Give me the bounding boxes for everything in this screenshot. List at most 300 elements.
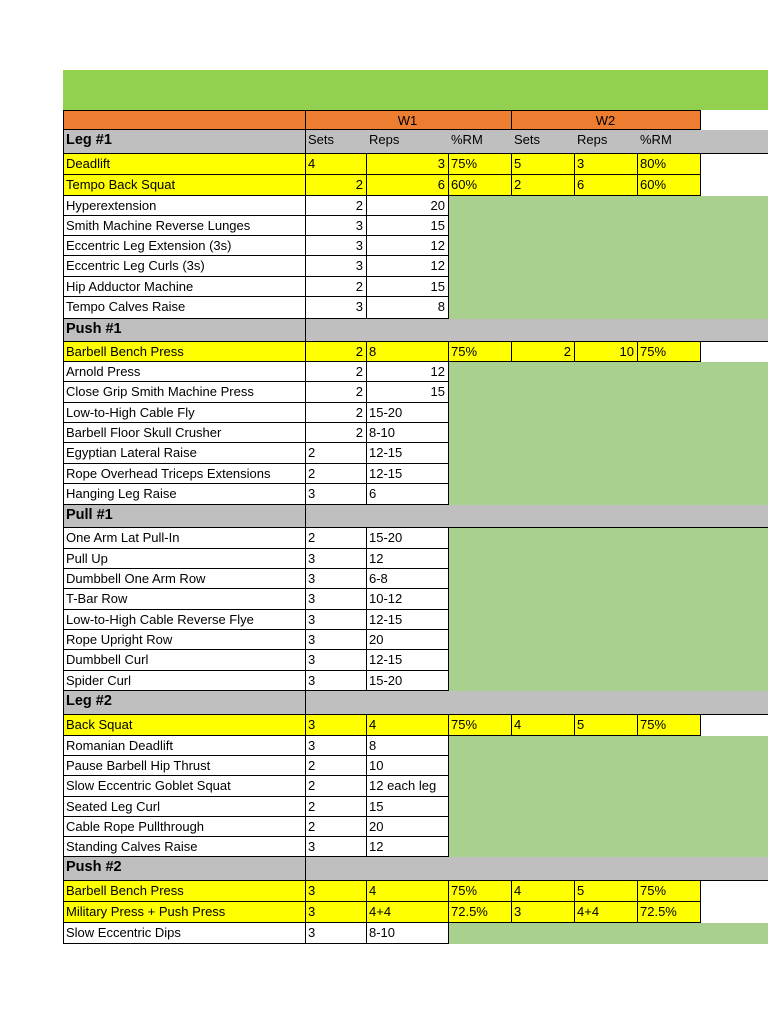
grid-line [305, 130, 306, 154]
grid-line [63, 610, 64, 630]
week-2-header: W2 [595, 113, 616, 128]
grid-line [63, 691, 64, 715]
grid-line [448, 216, 449, 236]
exercise-name: Deadlift [66, 156, 111, 171]
grid-line [63, 589, 64, 610]
grid-line [448, 443, 449, 464]
grid-line [366, 423, 367, 443]
exercise-name: Seated Leg Curl [66, 799, 160, 814]
sets-value: 2 [355, 405, 363, 420]
rm-value: 75% [640, 344, 667, 359]
sets-value: 5 [514, 156, 522, 171]
grid-line [305, 236, 306, 256]
exercise-name: Hip Adductor Machine [66, 279, 194, 294]
grid-line [63, 943, 448, 944]
grid-line [511, 881, 512, 902]
exercise-name: Rope Overhead Triceps Extensions [66, 466, 271, 481]
grid-line [448, 902, 449, 923]
grid-line [366, 817, 367, 837]
grid-line [448, 484, 449, 505]
reps-value: 15-20 [369, 405, 403, 420]
reps-value: 15-20 [369, 530, 403, 545]
shaded-area [448, 569, 768, 589]
grid-line [305, 691, 306, 715]
grid-line [63, 256, 64, 277]
grid-line [366, 443, 367, 464]
grid-line [511, 154, 512, 175]
grid-line [448, 297, 449, 319]
sets-value: 3 [308, 738, 316, 753]
grid-line [366, 837, 367, 857]
rm-value: 75% [640, 883, 667, 898]
grid-line [63, 549, 64, 569]
reps-value: 8 [369, 738, 377, 753]
grid-line [63, 443, 64, 464]
grid-line [448, 776, 449, 797]
grid-line [63, 130, 64, 154]
rm-value: %RM [640, 132, 672, 147]
grid-line [305, 671, 306, 691]
sets-value: 2 [308, 799, 316, 814]
exercise-name: One Arm Lat Pull-In [66, 530, 180, 545]
grid-line [366, 277, 367, 297]
reps-value: 12 [369, 839, 384, 854]
sets-value: 3 [355, 299, 363, 314]
grid-line [448, 650, 449, 671]
grid-line [366, 154, 367, 175]
reps-value: 3 [437, 156, 445, 171]
sets-value: 4 [514, 717, 522, 732]
grid-line [448, 630, 449, 650]
grid-line [305, 589, 306, 610]
sets-value: 3 [355, 238, 363, 253]
shaded-area [448, 196, 768, 216]
sets-value: Sets [514, 132, 541, 147]
reps-value: 12 [430, 258, 445, 273]
grid-line [637, 881, 638, 902]
shaded-area [448, 277, 768, 297]
grid-line [63, 736, 64, 756]
reps-value: 12-15 [369, 445, 403, 460]
reps-value: 20 [369, 819, 384, 834]
grid-line [574, 715, 575, 736]
reps-value: 4 [369, 883, 377, 898]
exercise-name: Slow Eccentric Goblet Squat [66, 778, 231, 793]
exercise-name: Dumbbell Curl [66, 652, 149, 667]
rm-value: 75% [451, 344, 478, 359]
exercise-name: Eccentric Leg Curls (3s) [66, 258, 205, 273]
exercise-name: Dumbbell One Arm Row [66, 571, 206, 586]
grid-line [63, 362, 64, 382]
grid-line [700, 110, 701, 130]
reps-value: 12-15 [369, 612, 403, 627]
grid-line [700, 342, 701, 362]
grid-line [305, 342, 306, 362]
grid-line [63, 319, 64, 342]
shaded-area [448, 797, 768, 817]
grid-line [63, 216, 64, 236]
grid-line [366, 175, 367, 196]
sets-value: 2 [563, 344, 571, 359]
sets-value: 2 [355, 344, 363, 359]
grid-line [63, 797, 64, 817]
reps-value: 15 [430, 218, 445, 233]
rm-value: 60% [640, 177, 667, 192]
exercise-name: Romanian Deadlift [66, 738, 173, 753]
grid-line [305, 362, 306, 382]
exercise-name: Pause Barbell Hip Thrust [66, 758, 211, 773]
grid-line [637, 175, 638, 196]
grid-line [366, 297, 367, 319]
grid-line [448, 342, 449, 362]
grid-line [366, 464, 367, 484]
grid-line [305, 776, 306, 797]
grid-line [305, 277, 306, 297]
sets-value: 2 [308, 466, 316, 481]
grid-line [63, 154, 64, 175]
grid-line [63, 382, 64, 403]
grid-line [700, 902, 701, 923]
sets-value: 3 [308, 652, 316, 667]
reps-value: 6 [369, 486, 377, 501]
reps-value: 20 [369, 632, 384, 647]
grid-line [305, 319, 306, 342]
grid-line [574, 881, 575, 902]
exercise-name: Slow Eccentric Dips [66, 925, 181, 940]
shaded-area [448, 589, 768, 610]
exercise-name: Pull Up [66, 551, 108, 566]
grid-line [637, 154, 638, 175]
grid-line [511, 715, 512, 736]
shaded-area [448, 256, 768, 277]
rm-value: 75% [451, 883, 478, 898]
shaded-area [448, 756, 768, 776]
exercise-name: Standing Calves Raise [66, 839, 198, 854]
grid-line [366, 715, 367, 736]
exercise-name: Arnold Press [66, 364, 141, 379]
section-fill [305, 319, 768, 342]
grid-line [63, 650, 64, 671]
sets-value: 2 [308, 445, 316, 460]
grid-line [305, 423, 306, 443]
rm-value: 80% [640, 156, 667, 171]
reps-value: 12 [430, 238, 445, 253]
shaded-area [448, 671, 768, 691]
grid-line [366, 403, 367, 423]
sets-value: 2 [514, 177, 522, 192]
grid-line [574, 902, 575, 923]
reps-value: 12 [369, 551, 384, 566]
grid-line [63, 837, 64, 857]
reps-value: 12-15 [369, 652, 403, 667]
grid-line [305, 464, 306, 484]
grid-line [366, 923, 367, 944]
section-fill [305, 691, 768, 715]
shaded-area [448, 736, 768, 756]
grid-line [305, 902, 306, 923]
exercise-name: Tempo Calves Raise [66, 299, 186, 314]
grid-line [366, 756, 367, 776]
grid-line [63, 423, 64, 443]
grid-line [448, 837, 449, 857]
shaded-area [448, 297, 768, 319]
grid-line [305, 528, 306, 549]
grid-line [448, 196, 449, 216]
rm-value: 75% [640, 717, 667, 732]
grid-line [63, 484, 64, 505]
grid-line [305, 382, 306, 403]
grid-line [305, 484, 306, 505]
grid-line [305, 650, 306, 671]
grid-line [305, 297, 306, 319]
exercise-name: Low-to-High Cable Reverse Flye [66, 612, 254, 627]
grid-line [305, 175, 306, 196]
reps-value: 6 [437, 177, 445, 192]
sets-value: 2 [308, 819, 316, 834]
shaded-area [448, 423, 768, 443]
shaded-area [448, 236, 768, 256]
rm-value: 72.5% [451, 904, 488, 919]
grid-line [63, 110, 64, 130]
grid-line [574, 154, 575, 175]
grid-line [305, 196, 306, 216]
grid-line [63, 277, 64, 297]
grid-line [366, 382, 367, 403]
grid-line [366, 484, 367, 505]
reps-value: 5 [577, 717, 585, 732]
reps-value: 10 [369, 758, 384, 773]
grid-line [366, 342, 367, 362]
sets-value: 2 [355, 177, 363, 192]
grid-line [448, 528, 449, 549]
grid-line [305, 715, 306, 736]
grid-line [448, 881, 449, 902]
sets-value: 3 [308, 632, 316, 647]
section-title: Push #1 [66, 321, 122, 337]
sets-value: 3 [355, 218, 363, 233]
grid-line [63, 569, 64, 589]
sets-value: 3 [308, 839, 316, 854]
section-title: Push #2 [66, 859, 122, 875]
grid-line [700, 154, 701, 175]
grid-line [63, 464, 64, 484]
grid-line [448, 589, 449, 610]
exercise-name: Back Squat [66, 717, 133, 732]
section-fill [305, 505, 768, 528]
shaded-area [448, 610, 768, 630]
grid-line [63, 881, 64, 902]
grid-line [366, 630, 367, 650]
sets-value: 4 [308, 156, 316, 171]
grid-line [305, 403, 306, 423]
grid-line [63, 196, 64, 216]
sets-value: 2 [308, 530, 316, 545]
sets-value: 3 [308, 571, 316, 586]
grid-line [63, 505, 64, 528]
sets-value: 3 [308, 925, 316, 940]
grid-line [305, 110, 306, 130]
title-banner [63, 70, 768, 110]
exercise-name: Low-to-High Cable Fly [66, 405, 195, 420]
reps-value: 4+4 [369, 904, 392, 919]
grid-line [448, 569, 449, 589]
grid-line [366, 736, 367, 756]
shaded-area [448, 923, 768, 944]
shaded-area [448, 403, 768, 423]
reps-value: 4 [369, 717, 377, 732]
reps-value: 3 [577, 156, 585, 171]
reps-value: 15 [369, 799, 384, 814]
exercise-name: T-Bar Row [66, 591, 128, 606]
grid-line [366, 610, 367, 630]
exercise-name: Hanging Leg Raise [66, 486, 177, 501]
reps-value: 20 [430, 198, 445, 213]
grid-line [305, 881, 306, 902]
rm-value: 72.5% [640, 904, 677, 919]
section-title: Leg #1 [66, 132, 112, 148]
grid-line [448, 403, 449, 423]
grid-line [448, 671, 449, 691]
sets-value: 4 [514, 883, 522, 898]
sets-value: 3 [355, 258, 363, 273]
grid-line [448, 610, 449, 630]
grid-line [63, 817, 64, 837]
grid-line [305, 837, 306, 857]
shaded-area [448, 837, 768, 857]
shaded-area [448, 443, 768, 464]
shaded-area [448, 484, 768, 505]
sets-value: 2 [308, 778, 316, 793]
grid-line [511, 175, 512, 196]
sets-value: 3 [308, 486, 316, 501]
exercise-name: Egyptian Lateral Raise [66, 445, 197, 460]
exercise-name: Smith Machine Reverse Lunges [66, 218, 251, 233]
rm-value: %RM [451, 132, 483, 147]
exercise-name: Rope Upright Row [66, 632, 173, 647]
grid-line [366, 881, 367, 902]
rm-value: 60% [451, 177, 478, 192]
grid-line [366, 589, 367, 610]
week-1-header: W1 [397, 113, 418, 128]
exercise-name: Cable Rope Pullthrough [66, 819, 205, 834]
grid-line [305, 797, 306, 817]
grid-line [305, 923, 306, 944]
shaded-area [448, 817, 768, 837]
exercise-name: Spider Curl [66, 673, 132, 688]
grid-line [305, 549, 306, 569]
sets-value: 3 [308, 551, 316, 566]
grid-line [448, 277, 449, 297]
grid-line [511, 110, 512, 130]
reps-value: 12 [430, 364, 445, 379]
grid-line [366, 362, 367, 382]
grid-line [63, 110, 700, 111]
exercise-name: Eccentric Leg Extension (3s) [66, 238, 232, 253]
grid-line [448, 817, 449, 837]
reps-value: 6-8 [369, 571, 388, 586]
grid-line [366, 196, 367, 216]
grid-line [448, 464, 449, 484]
reps-value: 5 [577, 883, 585, 898]
sets-value: 2 [355, 384, 363, 399]
shaded-area [448, 382, 768, 403]
sets-value: 2 [355, 364, 363, 379]
shaded-area [448, 650, 768, 671]
grid-line [700, 881, 701, 902]
grid-line [305, 610, 306, 630]
reps-value: Reps [577, 132, 608, 147]
exercise-name: Barbell Floor Skull Crusher [66, 425, 222, 440]
grid-line [448, 549, 449, 569]
shaded-area [448, 216, 768, 236]
rm-value: 75% [451, 717, 478, 732]
reps-value: 8-10 [369, 425, 396, 440]
grid-line [700, 175, 701, 196]
reps-value: 15-20 [369, 673, 403, 688]
exercise-name: Barbell Bench Press [66, 883, 184, 898]
grid-line [366, 549, 367, 569]
grid-line [637, 342, 638, 362]
grid-line [305, 256, 306, 277]
grid-line [511, 342, 512, 362]
grid-line [637, 902, 638, 923]
grid-line [700, 715, 701, 736]
grid-line [63, 630, 64, 650]
grid-line [63, 923, 64, 944]
grid-line [63, 671, 64, 691]
exercise-name: Barbell Bench Press [66, 344, 184, 359]
exercise-name: Military Press + Push Press [66, 904, 226, 919]
reps-value: 10 [619, 344, 634, 359]
sets-value: 2 [355, 279, 363, 294]
grid-line [63, 175, 64, 196]
grid-line [448, 756, 449, 776]
grid-line [366, 776, 367, 797]
grid-line [366, 236, 367, 256]
sets-value: 3 [308, 904, 316, 919]
grid-line [63, 403, 64, 423]
grid-line [305, 630, 306, 650]
grid-line [63, 756, 64, 776]
grid-line [63, 342, 64, 362]
grid-line [574, 342, 575, 362]
grid-line [366, 797, 367, 817]
reps-value: 15 [430, 279, 445, 294]
reps-value: 10-12 [369, 591, 403, 606]
grid-line [63, 857, 64, 881]
grid-line [574, 175, 575, 196]
grid-line [305, 817, 306, 837]
sets-value: 2 [355, 425, 363, 440]
grid-line [448, 423, 449, 443]
sets-value: 2 [308, 758, 316, 773]
grid-line [366, 528, 367, 549]
exercise-name: Hyperextension [66, 198, 157, 213]
reps-value: 8 [437, 299, 445, 314]
sets-value: 3 [308, 717, 316, 732]
reps-value: 15 [430, 384, 445, 399]
grid-line [305, 756, 306, 776]
grid-line [63, 236, 64, 256]
reps-value: 12 each leg [369, 778, 437, 793]
sets-value: Sets [308, 132, 335, 147]
grid-line [448, 715, 449, 736]
grid-line [448, 382, 449, 403]
grid-line [637, 715, 638, 736]
exercise-name: Tempo Back Squat [66, 177, 176, 192]
grid-line [448, 736, 449, 756]
sets-value: 3 [308, 612, 316, 627]
